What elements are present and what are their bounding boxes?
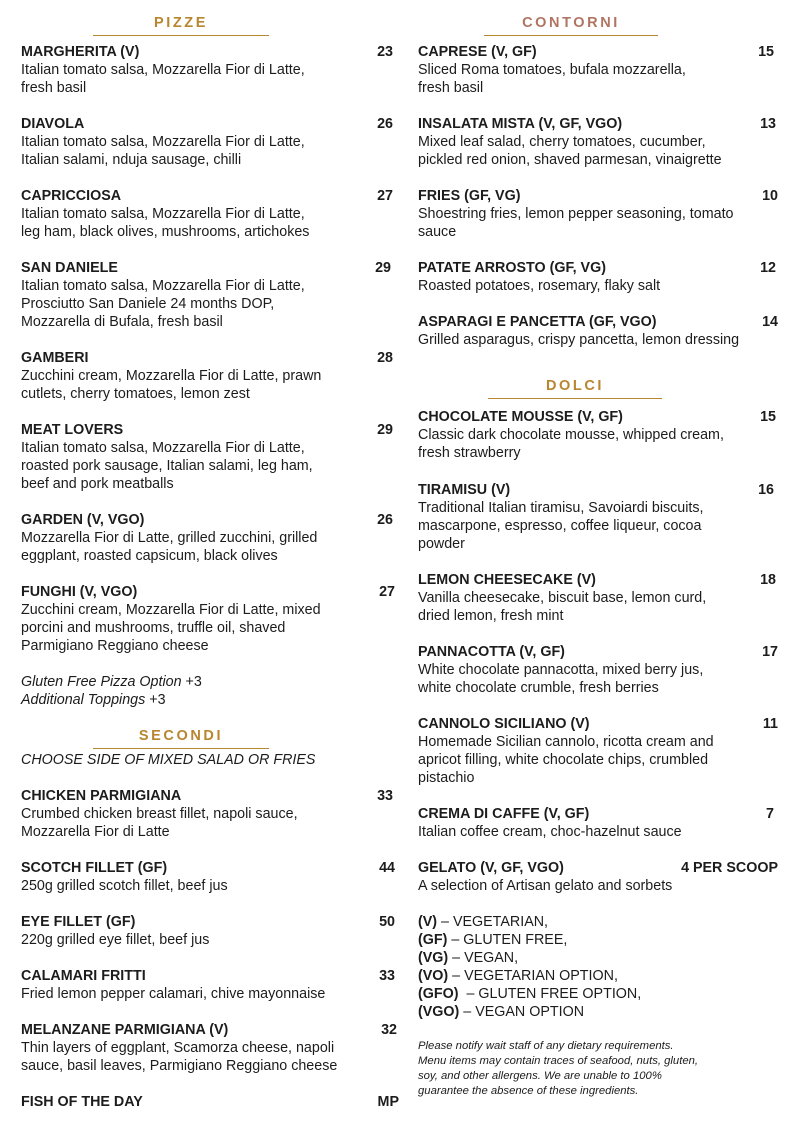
item-description: Homemade Sicilian cannolo, ricotta cream and apricot filling, white chocolate chips, crumbled pistachio	[418, 734, 714, 786]
menu-item-fries	[418, 187, 778, 241]
extra-label: Gluten Free Pizza Option	[21, 674, 182, 690]
item-description: 250g grilled scotch fillet, beef jus	[21, 878, 228, 894]
item-name: MELANZANE PARMIGIANA (V)	[21, 1022, 229, 1038]
menu-item-insalata-mista	[418, 115, 778, 169]
item-price: MP	[377, 1094, 399, 1110]
item-description: Zucchini cream, Mozzarella Fior di Latte, prawn cutlets, cherry tomatoes, lemon zest	[21, 368, 322, 402]
menu-item-diavola	[21, 115, 399, 169]
item-price: 13	[760, 116, 776, 132]
section-heading-pizze: PIZZE	[93, 14, 269, 36]
item-price: 29	[375, 260, 391, 276]
item-description: Italian tomato salsa, Mozzarella Fior di Latte, roasted pork sausage, Italian salami, leg ham, beef and pork meatballs	[21, 440, 313, 492]
item-name: PANNACOTTA (V, GF)	[418, 644, 565, 660]
item-name: CAPRICCIOSA	[21, 188, 122, 204]
legend-item: (VO) – VEGETARIAN OPTION,	[418, 968, 618, 984]
item-price: 29	[377, 422, 393, 438]
menu-item-caprese	[418, 43, 778, 97]
item-name: CHOCOLATE MOUSSE (V, GF)	[418, 409, 623, 425]
item-name: CAPRESE (V, GF)	[418, 44, 537, 60]
item-name: TIRAMISU (V)	[418, 482, 511, 498]
legend-item: (GF) – GLUTEN FREE,	[418, 932, 568, 948]
menu-item-melanzane-parmigiana	[21, 1021, 399, 1075]
item-name: GARDEN (V, VGO)	[21, 512, 145, 528]
pizza-extra-toppings	[21, 691, 399, 709]
item-name: EYE FILLET (GF)	[21, 914, 136, 930]
menu-item-scotch-fillet	[21, 859, 399, 895]
item-name: CALAMARI FRITTI	[21, 968, 146, 984]
section-heading-contorni: CONTORNI	[484, 14, 658, 36]
menu-item-chicken-parmigiana	[21, 787, 399, 841]
item-description: Sliced Roma tomatoes, bufala mozzarella, fresh basil	[418, 62, 686, 96]
item-price: 7	[766, 806, 774, 822]
menu-item-funghi	[21, 583, 399, 655]
extra-price: +3	[185, 674, 202, 690]
item-description: Italian tomato salsa, Mozzarella Fior di Latte, Italian salami, nduja sausage, chilli	[21, 134, 305, 168]
item-description: Italian tomato salsa, Mozzarella Fior di Latte, fresh basil	[21, 62, 305, 96]
item-price: 28	[377, 350, 393, 366]
item-name: SCOTCH FILLET (GF)	[21, 860, 168, 876]
item-description: Roasted potatoes, rosemary, flaky salt	[418, 278, 661, 294]
item-price: 10	[762, 188, 778, 204]
item-description: White chocolate pannacotta, mixed berry jus, white chocolate crumble, fresh berries	[418, 662, 704, 696]
item-price: 12	[760, 260, 776, 276]
item-name: FUNGHI (V, VGO)	[21, 584, 138, 600]
item-price: 26	[377, 512, 393, 528]
item-price: 15	[760, 409, 776, 425]
item-price: 18	[760, 572, 776, 588]
menu-item-gamberi	[21, 349, 399, 403]
item-price: 27	[377, 188, 393, 204]
item-description: Fried lemon pepper calamari, chive mayonnaise	[21, 986, 326, 1002]
menu-item-asparagi-e-pancetta	[418, 313, 778, 349]
menu-item-san-daniele	[21, 259, 399, 331]
menu-item-margherita	[21, 43, 399, 97]
menu-item-lemon-cheesecake	[418, 571, 778, 625]
item-description: Classic dark chocolate mousse, whipped cream, fresh strawberry	[418, 427, 724, 461]
menu-item-capricciosa	[21, 187, 399, 241]
item-description: Mozzarella Fior di Latte, grilled zucchini, grilled eggplant, roasted capsicum, black olives	[21, 530, 318, 564]
item-price: 17	[762, 644, 778, 660]
item-price: 4 PER SCOOP	[681, 860, 778, 876]
item-name: SAN DANIELE	[21, 260, 118, 276]
item-price: 32	[381, 1022, 397, 1038]
item-description: Italian coffee cream, choc-hazelnut sauce	[418, 824, 682, 840]
item-description: Grilled asparagus, crispy pancetta, lemon dressing	[418, 332, 740, 348]
item-name: GELATO (V, GF, VGO)	[418, 860, 564, 876]
item-description: Crumbed chicken breast fillet, napoli sauce, Mozzarella Fior di Latte	[21, 806, 298, 840]
item-description: Shoestring fries, lemon pepper seasoning, tomato sauce	[418, 206, 734, 240]
menu-item-pannacotta	[418, 643, 778, 697]
legend-item: (VG) – VEGAN,	[418, 950, 519, 966]
item-name: DIAVOLA	[21, 116, 85, 132]
item-price: 33	[377, 788, 393, 804]
allergen-disclaimer: Please notify wait staff of any dietary requirements. Menu items may contain traces of seafood, nuts, gluten, soy, and other allergens. We are unable to 100% guarantee the absence of these ingredients.	[418, 1040, 699, 1097]
legend-item: (V) – VEGETARIAN,	[418, 914, 549, 930]
item-name: MEAT LOVERS	[21, 422, 124, 438]
item-description: Italian tomato salsa, Mozzarella Fior di Latte, leg ham, black olives, mushrooms, artichokes	[21, 206, 310, 240]
item-description: 220g grilled eye fillet, beef jus	[21, 932, 210, 948]
item-price: 14	[762, 314, 778, 330]
section-heading-secondi: SECONDI	[93, 727, 269, 749]
extra-label: Additional Toppings	[21, 692, 146, 708]
item-description: Italian tomato salsa, Mozzarella Fior di Latte, Prosciutto San Daniele 24 months DOP, Mozzarella di Bufala, fresh basil	[21, 278, 305, 330]
item-name: GAMBERI	[21, 350, 89, 366]
item-price: 44	[379, 860, 395, 876]
menu-item-fish-of-the-day	[21, 1093, 399, 1111]
menu-item-garden	[21, 511, 399, 565]
section-heading-dolci: DOLCI	[488, 377, 662, 399]
menu-item-gelato	[418, 859, 778, 895]
item-description: Vanilla cheesecake, biscuit base, lemon curd, dried lemon, fresh mint	[418, 590, 707, 624]
dietary-legend	[418, 913, 778, 1021]
item-price: 50	[379, 914, 395, 930]
item-name: CREMA DI CAFFE (V, GF)	[418, 806, 590, 822]
item-description: Mixed leaf salad, cherry tomatoes, cucumber, pickled red onion, shaved parmesan, vinaigrette	[418, 134, 722, 168]
item-name: ASPARAGI E PANCETTA (GF, VGO)	[418, 314, 657, 330]
item-price: 33	[379, 968, 395, 984]
item-price: 27	[379, 584, 395, 600]
item-description: A selection of Artisan gelato and sorbets	[418, 878, 673, 894]
menu-item-calamari-fritti	[21, 967, 399, 1003]
legend-item: (VGO) – VEGAN OPTION	[418, 1004, 585, 1020]
item-name: LEMON CHEESECAKE (V)	[418, 572, 596, 588]
menu-item-chocolate-mousse	[418, 408, 778, 462]
menu-item-cannolo-siciliano	[418, 715, 778, 787]
item-name: PATATE ARROSTO (GF, VG)	[418, 260, 606, 276]
item-price: 11	[762, 716, 778, 732]
secondi-side-note: CHOOSE SIDE OF MIXED SALAD OR FRIES	[21, 752, 316, 768]
item-description: Thin layers of eggplant, Scamorza cheese, napoli sauce, basil leaves, Parmigiano Reggiano cheese	[21, 1040, 338, 1074]
item-name: FRIES (GF, VG)	[418, 188, 521, 204]
item-price: 26	[377, 116, 393, 132]
menu-item-crema-di-caffe	[418, 805, 778, 841]
pizza-extra-gluten-free	[21, 673, 399, 691]
menu-item-meat-lovers	[21, 421, 399, 493]
item-name: CANNOLO SICILIANO (V)	[418, 716, 590, 732]
menu-item-patate-arrosto	[418, 259, 778, 295]
item-name: INSALATA MISTA (V, GF, VGO)	[418, 116, 623, 132]
extra-price: +3	[149, 692, 166, 708]
item-price: 15	[758, 44, 774, 60]
item-name: CHICKEN PARMIGIANA	[21, 788, 182, 804]
legend-item: (GFO) – GLUTEN FREE OPTION,	[418, 986, 642, 1002]
item-description: Zucchini cream, Mozzarella Fior di Latte, mixed porcini and mushrooms, truffle oil, shaved Parmigiano Reggiano cheese	[21, 602, 321, 654]
menu-item-eye-fillet	[21, 913, 399, 949]
item-price: 23	[377, 44, 393, 60]
item-name: FISH OF THE DAY	[21, 1094, 143, 1110]
item-price: 16	[758, 482, 774, 498]
menu-item-tiramisu	[418, 481, 778, 553]
item-description: Traditional Italian tiramisu, Savoiardi biscuits, mascarpone, espresso, coffee liqueur, cocoa powder	[418, 500, 704, 552]
item-name: MARGHERITA (V)	[21, 44, 140, 60]
